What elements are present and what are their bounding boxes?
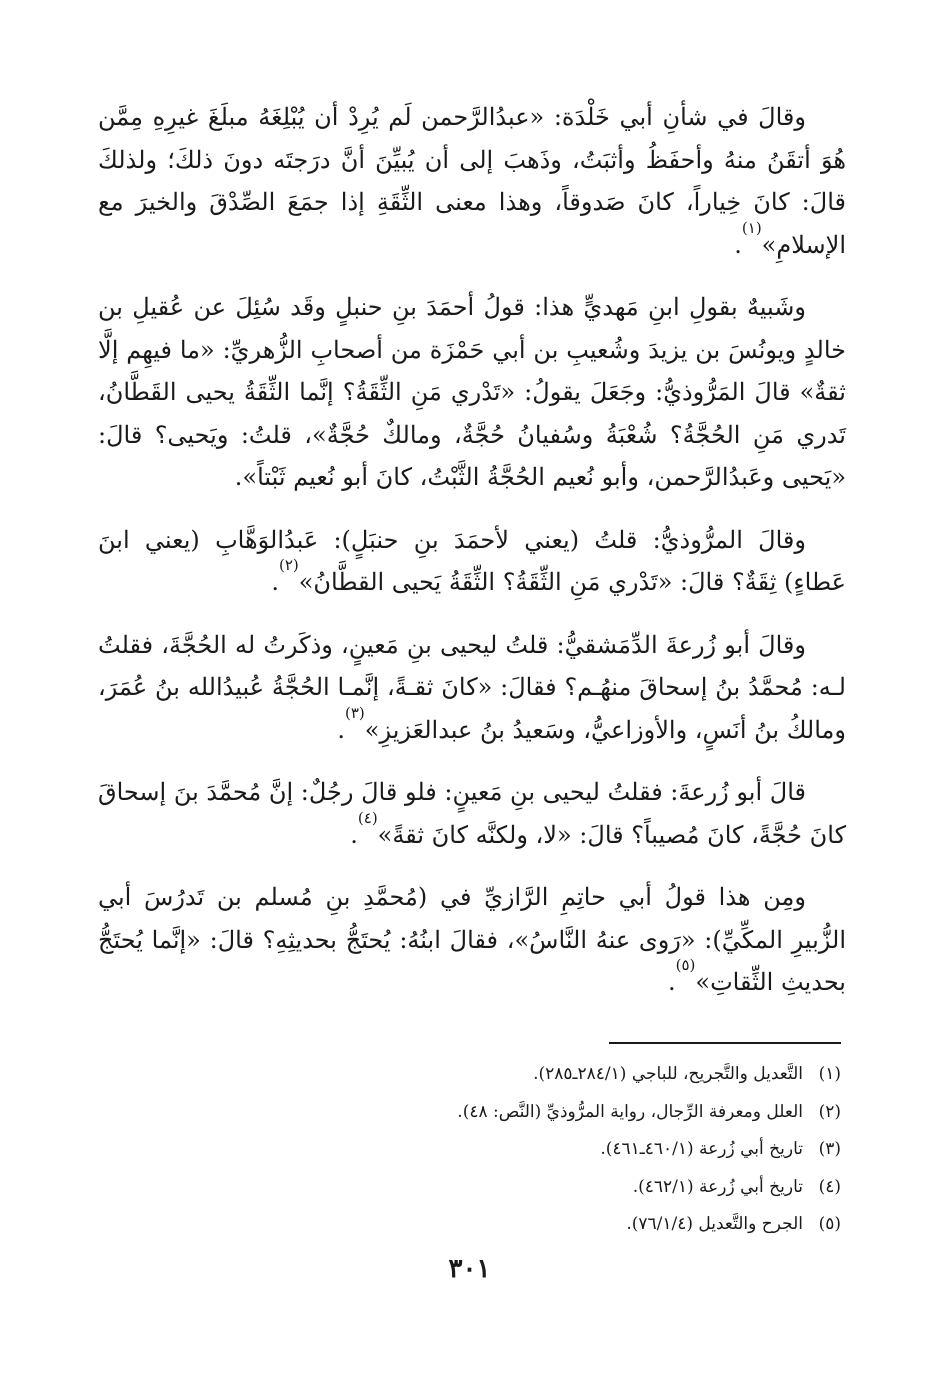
footnote-text: التَّعديل والتَّجريح، للباجي (٢٨٤/١ـ٢٨٥).: [533, 1064, 803, 1084]
paragraph: [98, 96, 846, 266]
footnote-ref[interactable]: (٤): [357, 808, 378, 827]
footnote-ref[interactable]: (٥): [675, 956, 696, 974]
footnote-ref[interactable]: (٣): [345, 703, 365, 722]
paragraph-end: .: [667, 968, 676, 996]
footnotes-list: [93, 1056, 841, 1244]
footnote-text: الجرح والتَّعديل (٧٦/١/٤).: [626, 1214, 803, 1234]
footnote-number: (٣): [818, 1139, 841, 1159]
paragraph: [98, 519, 846, 604]
paragraph-text: وقالَ المرُّوذيُّ: قلتُ (يعني لأحمَدَ بنِ حنبَلٍ): عَبدُالوَهَّابِ (يعني ابنَ عَطاءٍ) ثِقَةٌ؟ قالَ: «تَدْري مَنِ الثِّقَةُ؟ الثِّقَةُ يَحيى القطَّانُ»: [98, 525, 846, 596]
footnote-number: (٥): [818, 1214, 841, 1234]
footnote-text: تاريخ أبي زُرعة (٤٦٢/١).: [632, 1176, 803, 1197]
paragraph-text: ومِن هذا قولُ أبي حاتِمِ الرَّازيِّ في (مُحمَّدِ بنِ مُسلم بن تَدرُسَ أبي الزُّبيرِ المكِّيِّ): «رَوى عنهُ النَّاسُ»، فقالَ ابنُهُ: يُحتَجُّ بحديثِهِ؟ قالَ: «إنَّما يُحتَجُّ بحديثِ الثِّقاتِ»: [98, 883, 847, 996]
paragraph-end: .: [337, 715, 345, 744]
paragraph-end: .: [350, 820, 358, 849]
footnote-item: [93, 1169, 841, 1207]
footnote-item: [93, 1056, 841, 1094]
paragraph-text: وقالَ في شأنِ أبي خَلْدَة: «عبدُالرَّحمن لَم يُرِدْ أن يُبْلِغَهُ مبلَغَ غيرِهِ مِمَّن هُوَ أتقَنُ منهُ وأحفَظُ وأثبَتُ، وذَهبَ إلى أن يُبيِّنَ أنَّ درَجتَه دونَ ذلكَ؛ ولذلكَ قالَ: كانَ خِياراً، كانَ صَدوقاً، وهذا معنى الثِّقَةِ إذا جمَعَ الصِّدْقَ والخيرَ مع الإسلامِ»: [98, 103, 847, 259]
paragraph: [98, 771, 846, 856]
footnote-text: تاريخ أبي زُرعة (٤٦٠/١ـ٤٦١).: [600, 1139, 803, 1159]
footnote-ref[interactable]: (٢): [278, 556, 299, 574]
paragraph-text: وقالَ أبو زُرعةَ الدِّمَشقيُّ: قلتُ ليحيى بنِ مَعينٍ، وذكَرتُ له الحُجَّةَ، فقلتُ لـه: مُحمَّدُ بنُ إسحاقَ منهُـم؟ فقالَ: «كانَ ثقـةً، إنَّمـا الحُجَّةُ عُبيدُالله بنُ عُمَرَ، ومالكُ بنُ أنَسٍ، والأوزاعيُّ، وسَعيدُ بنُ عبدالعَزيزِ»: [98, 630, 846, 744]
footnote-item: [93, 1131, 841, 1169]
page-number: ٣٠١: [448, 1254, 491, 1284]
main-text: [98, 96, 846, 1024]
footnote-number: (١): [818, 1064, 841, 1084]
footnote-ref[interactable]: (١): [741, 218, 762, 237]
footnote-number: (٤): [818, 1176, 841, 1197]
paragraph: [98, 624, 846, 752]
paragraph: [98, 876, 846, 1004]
paragraph: [98, 286, 846, 499]
footnote-divider: [609, 1042, 841, 1044]
footnote-item: [93, 1094, 841, 1132]
paragraph-end: .: [734, 230, 742, 259]
paragraph-text: قالَ أبو زُرعةَ: فقلتُ ليحيى بنِ مَعينٍ: فلو قالَ رجُلٌ: إنَّ مُحمَّدَ بنَ إسحاقَ كانَ حُجَّةً، كانَ مُصيباً؟ قالَ: «لا، ولكنَّه كانَ ثقةً»: [98, 778, 846, 849]
paragraph-text: وشَبيهٌ بقولِ ابنِ مَهديٍّ هذا: قولُ أحمَدَ بنِ حنبلٍ وقَد سُئِلَ عن عُقيلِ بن خالدٍ ويونُسَ بن يزيدَ وشُعيبِ بن أبي حَمْزَة من أصحابِ الزُّهريِّ: «ما فيهِم إلَّا ثقةٌ» قالَ المَرُّوذيُّ: وجَعَلَ يقولُ: «تَدْري مَنِ الثِّقَةُ؟ إنَّما الثِّقَةُ يحيى القَطَّانُ، تَدري مَنِ الحُجَّةُ؟ شُعْبَةُ وسُفيانُ حُجَّةٌ، ومالكٌ حُجَّةٌ»، قلتُ: ويَحيى؟ قالَ: «يَحيى وعَبدُالرَّحمن، وأبو نُعيم الحُجَّةُ الثَّبْتُ، كانَ أبو نُعيم ثَبْتاً».: [98, 293, 846, 491]
footnote-item: [93, 1206, 841, 1244]
footnote-text: العلل ومعرفة الرِّجال، رواية المرُّوذيِّ (النَّص: ٤٨).: [457, 1101, 803, 1122]
footnote-number: (٢): [818, 1101, 841, 1122]
paragraph-end: .: [271, 568, 279, 596]
